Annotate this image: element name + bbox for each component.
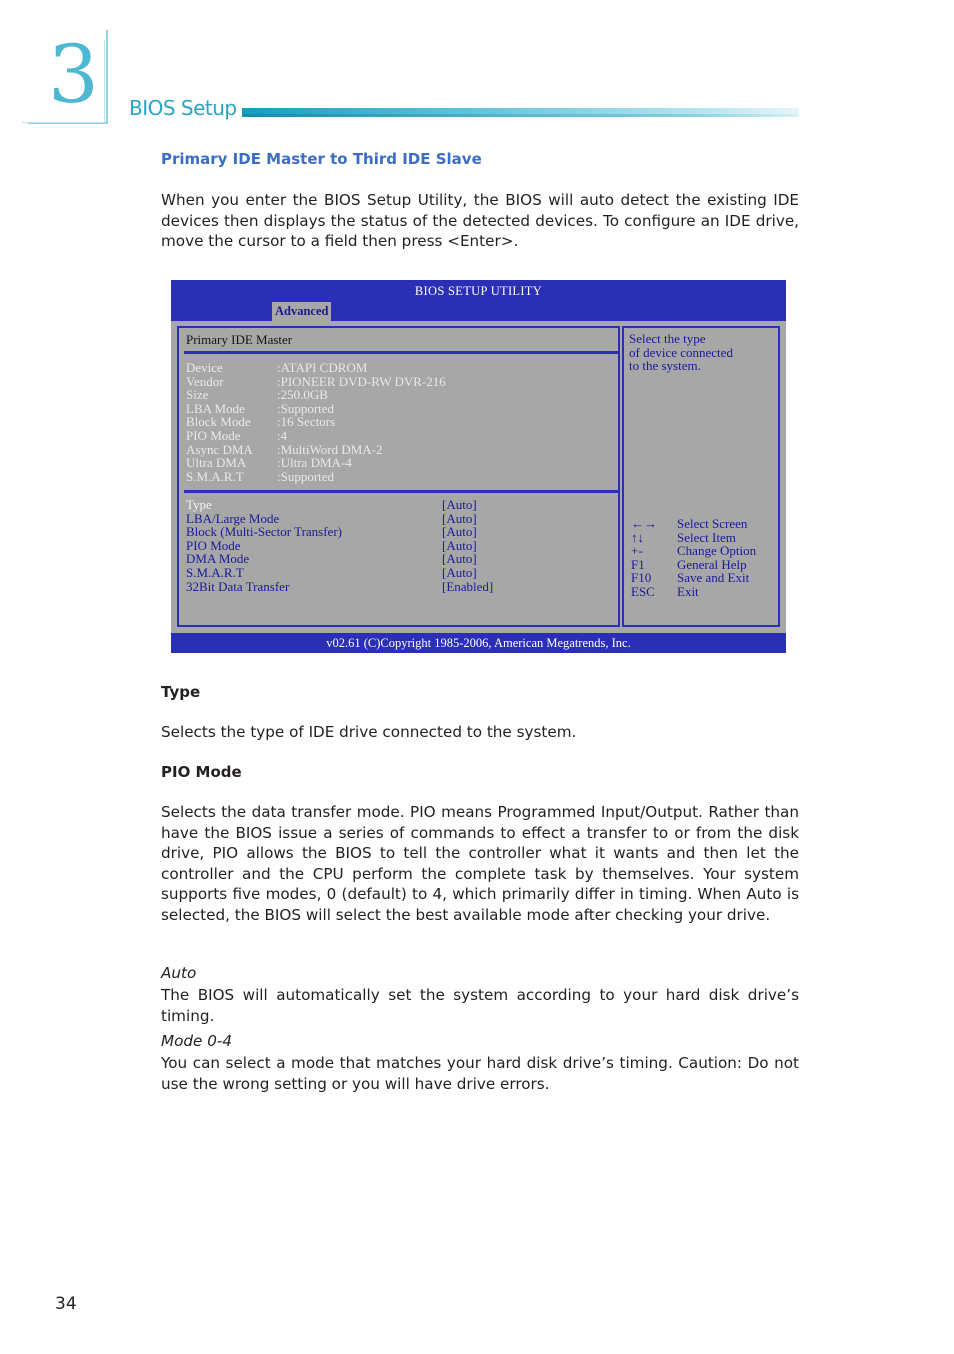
key-hint-key: +-	[631, 543, 643, 559]
auto-heading: Auto	[161, 964, 197, 982]
section-title: Primary IDE Master to Third IDE Slave	[161, 150, 482, 168]
info-key: Vendor	[186, 373, 224, 389]
tab-advanced[interactable]: Advanced	[272, 302, 331, 321]
help-text-line: of device connected	[629, 344, 733, 360]
info-key: Block Mode	[186, 414, 251, 430]
key-hint-key: F1	[631, 556, 645, 572]
option-label: 32Bit Data Transfer	[186, 578, 290, 594]
option-value: [Auto]	[442, 497, 477, 512]
key-hint-desc: General Help	[677, 556, 747, 572]
page-number: 34	[55, 1294, 77, 1314]
info-value: :MultiWord DMA-2	[277, 441, 383, 457]
option-label: PIO Mode	[186, 537, 241, 553]
pio-mode-description: Selects the data transfer mode. PIO means Programmed Input/Output. Rather than have the BIOS issue a series of commands to effect a transfer to or from the disk drive, PIO allows the BIOS to tell the controller what it wants and then let the controller and the CPU perform the complete task by themselves. Your system supports five modes, 0 (default) to 4, which primarily differ in timing. When Auto is selected, the BIOS will select the best available mode after checking your drive.	[161, 803, 799, 924]
info-key: S.M.A.R.T	[186, 468, 244, 484]
option-value: [Auto]	[442, 510, 477, 526]
info-key: Size	[186, 387, 209, 403]
pio-mode-heading: PIO Mode	[161, 763, 242, 781]
info-key: PIO Mode	[186, 428, 241, 443]
key-hint-key: ESC	[631, 584, 655, 599]
key-hint-desc: Select Screen	[677, 516, 748, 531]
info-value: :4	[277, 428, 288, 443]
type-heading: Type	[161, 683, 201, 701]
key-hint-desc: Exit	[677, 584, 699, 599]
panel-divider	[184, 351, 618, 354]
info-value: :16 Sectors	[277, 414, 336, 430]
key-hint-desc: Select Item	[677, 529, 736, 545]
bios-title-bar: BIOS SETUP UTILITY	[171, 280, 786, 301]
bios-help-panel	[622, 326, 780, 627]
info-key: Device	[186, 360, 223, 375]
key-hint-desc: Change Option	[677, 543, 757, 559]
option-value: [Auto]	[442, 551, 477, 567]
option-value: [Enabled]	[442, 578, 494, 594]
info-value: :250.0GB	[277, 387, 328, 403]
key-hint-desc: Save and Exit	[677, 570, 750, 586]
info-value: :PIONEER DVD-RW DVR-216	[277, 373, 446, 389]
chapter-title: BIOS Setup	[129, 96, 237, 120]
help-text-line: Select the type	[629, 331, 706, 346]
info-key: LBA Mode	[186, 400, 245, 416]
option-value: [Auto]	[442, 524, 477, 540]
info-value: :ATAPI CDROM	[277, 360, 368, 375]
chapter-title-bar	[242, 108, 799, 117]
option-value: [Auto]	[442, 565, 477, 580]
arrow-left-right-icon: ←→	[631, 516, 657, 531]
option-label: DMA Mode	[186, 551, 250, 567]
auto-description: The BIOS will automatically set the system according to your hard disk drive’s timing.	[161, 986, 799, 1025]
option-label: LBA/Large Mode	[186, 510, 280, 526]
options-divider	[184, 490, 618, 493]
bios-tab-bar	[171, 301, 786, 321]
key-hint-key: F10	[631, 570, 652, 586]
type-description: Selects the type of IDE drive connected to the system.	[161, 723, 577, 741]
info-key: Ultra DMA	[186, 455, 247, 471]
option-value: [Auto]	[442, 537, 477, 553]
option-label: Block (Multi-Sector Transfer)	[186, 524, 342, 540]
help-text-line: to the system.	[629, 358, 701, 374]
intro-paragraph: When you enter the BIOS Setup Utility, the BIOS will auto detect the existing IDE devices then displays the status of the detected devices. To configure an IDE drive, move the cursor to a field then press <Enter>.	[161, 191, 799, 251]
bios-copyright-footer: v02.61 (C)Copyright 1985-2006, American Megatrends, Inc.	[171, 633, 786, 653]
bios-screenshot	[171, 280, 786, 653]
option-label: S.M.A.R.T	[186, 565, 244, 580]
arrow-up-down-icon: ↑↓	[631, 529, 644, 545]
bios-settings-panel	[177, 326, 620, 627]
info-value: :Supported	[277, 400, 335, 416]
mode-0-4-heading: Mode 0-4	[161, 1032, 233, 1050]
info-key: Async DMA	[186, 441, 253, 457]
info-value: :Supported	[277, 468, 335, 484]
mode-0-4-description: You can select a mode that matches your hard disk drive’s timing. Caution: Do not use the wrong setting or you will have drive errors.	[161, 1054, 799, 1093]
option-label: Type	[186, 497, 212, 512]
panel-heading: Primary IDE Master	[186, 332, 293, 347]
chapter-number: 3	[48, 28, 99, 121]
info-value: :Ultra DMA-4	[277, 455, 352, 471]
